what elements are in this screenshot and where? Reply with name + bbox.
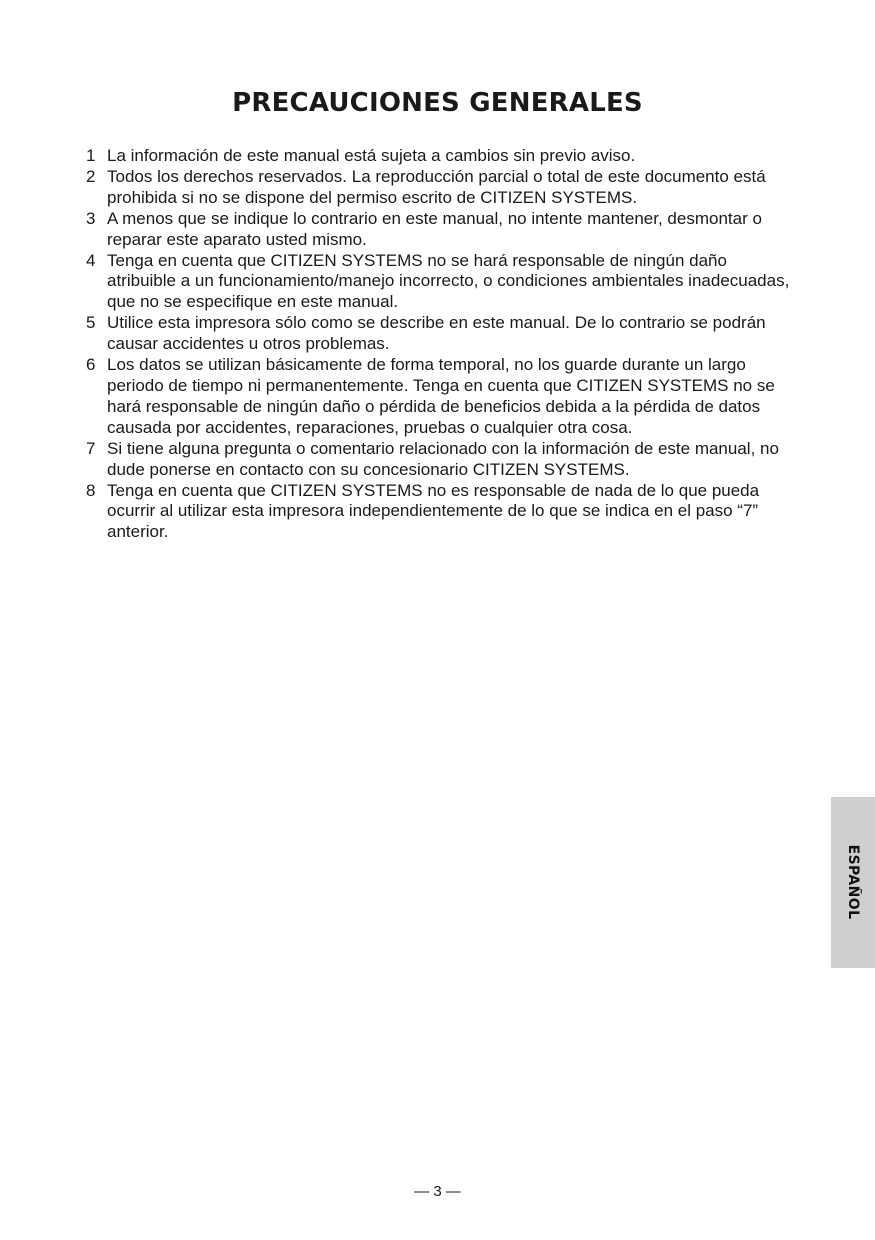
page-title: PRECAUCIONES GENERALES [232, 88, 643, 118]
item-number: 5 [86, 313, 96, 333]
item-text: Utilice esta impresora sólo como se describe en este manual. De lo contrario se podrán causar accidentes u otros problemas. [107, 313, 766, 354]
list-item [86, 146, 792, 167]
list-item [86, 355, 792, 439]
list-item [86, 439, 792, 481]
item-text: Si tiene alguna pregunta o comentario relacionado con la información de este manual, no dude ponerse en contacto con su concesionario CITIZEN SYSTEMS. [107, 438, 779, 479]
item-text: A menos que se indique lo contrario en este manual, no intente mantener, desmontar o reparar este aparato usted mismo. [107, 208, 762, 249]
language-tab [831, 797, 875, 968]
item-number: 1 [86, 146, 96, 165]
item-number: 4 [86, 250, 96, 270]
item-number: 3 [86, 208, 96, 228]
item-number: 2 [86, 166, 96, 186]
list-item [86, 251, 792, 314]
list-item [86, 167, 792, 209]
item-text: Todos los derechos reservados. La reproducción parcial o total de este documento está prohibida si no se dispone del permiso escrito de CITIZEN SYSTEMS. [107, 166, 766, 207]
item-text: Tenga en cuenta que CITIZEN SYSTEMS no es responsable de nada de lo que pueda ocurrir al utilizar esta impresora independientemente de lo que se indica en el paso “7” anterior. [107, 480, 760, 542]
item-number: 8 [86, 480, 96, 500]
item-text: Tenga en cuenta que CITIZEN SYSTEMS no se hará responsable de ningún daño atribuible a un funcionamiento/manejo incorrecto, o condiciones ambientales inadecuadas, que no se especifique en este manual. [107, 250, 790, 312]
language-tab-label: ESPAÑOL [845, 844, 861, 920]
precautions-list [86, 146, 792, 543]
item-number: 7 [86, 438, 96, 458]
page-number: — 3 — [414, 1183, 461, 1200]
item-text: La información de este manual está sujeta a cambios sin previo aviso. [107, 146, 636, 165]
item-text: Los datos se utilizan básicamente de forma temporal, no los guarde durante un largo periodo de tiempo ni permanentemente. Tenga en cuenta que CITIZEN SYSTEMS no se hará responsable de ningún daño o pérdida de beneficios debida a la pérdida de datos causada por accidentes, reparaciones, pruebas o cualquier otra cosa. [107, 355, 775, 437]
list-item [86, 313, 792, 355]
list-item [86, 481, 792, 544]
item-number: 6 [86, 355, 96, 375]
list-item [86, 209, 792, 251]
